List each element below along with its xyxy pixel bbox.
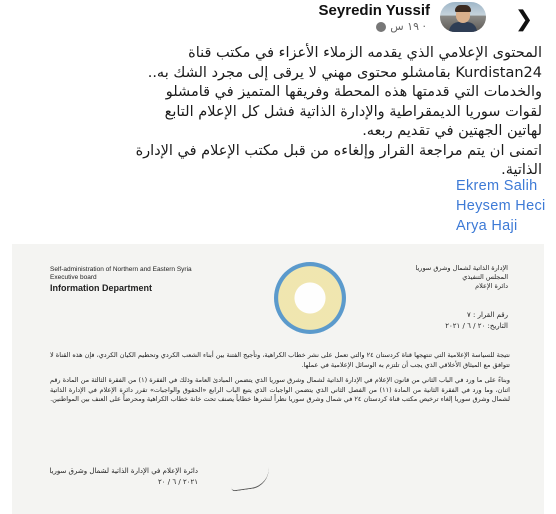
document-body [50, 351, 510, 411]
signature-name: Arya Haji [456, 218, 518, 234]
doc-paragraph: نتيجة للسياسة الإعلامية التي تنتهجها قناة كردستان ٢٤ والتي تعمل على نشر خطاب الكراهية، وتأجيج الفتنة بين أبناء الشعب الكردي وتحطيم الكيان الكردي، فإن هذه القناة لا تتوافق مع الميثاق الأخلاقي الذي يجب أن تلتزم به الوسائل الإعلامية في عملها. [50, 351, 510, 369]
signature-name: Ekrem Salih [456, 178, 538, 194]
post-line: اتمنى ان يتم مراجعة القرار وإلغاءه من قبل مكتب الإعلام في الإدارة [135, 142, 542, 159]
avatar-torso [449, 22, 477, 32]
doc-footer-line: دائرة الإعلام في الإدارة الذاتية لشمال وشرق سوريا [49, 467, 198, 475]
back-chevron-icon[interactable]: ❯ [514, 6, 534, 32]
decision-number: رقم القرار : ٧ [467, 311, 508, 319]
avatar-hair [455, 5, 471, 12]
document-footer [49, 466, 198, 488]
post-line: Kurdistan24 بقامشلو محتوى مهني لا يرقى إلى مجرد الشك به.. [147, 64, 542, 81]
doc-footer-line: ٢٠٢١ / ٦ / ٢٠ [158, 478, 198, 486]
signature-name: Heysem Heci [456, 198, 546, 214]
author-name[interactable]: Seyredin Yussif [318, 2, 430, 19]
globe-icon [376, 22, 386, 32]
doc-eng-line: Self-administration of Northern and Eastern Syria [50, 266, 192, 273]
doc-paragraph: وبناءً على ما ورد في الباب الثاني من قانون الإعلام في الإدارة الذاتية لشمال وشرق سوريا الذي يتضمن المبادئ العامة وذلك في الفقرة (١) من الفقرة الثالثة من المادة رقم اثنان، وما ورد في الفقرة الثانية من المادة (١١) من الفصل الثاني الذي يتضمن الواجبات الذي يتبع الباب الرابع «الحقوق والواجبات» تقرر دائرة الإعلام في الإدارة الذاتية لشمال وشرق سوريا إلغاء ترخيص مكتب قناة كردستان ٢٤ في شمال وشرق سوريا نظراً لنشرها خطاباً يصنف تحت خانة خطاب الكراهية ومحرضاً على العنف بين المواطنين. [50, 376, 510, 403]
post-meta [376, 20, 426, 33]
doc-department: Information Department [50, 283, 153, 293]
post-text [14, 44, 542, 181]
post-line: والخدمات التي قدمتها هذه المحطة وفريقها المتميز في قامشلو [165, 84, 542, 100]
post-line: المحتوى الإعلامي الذي يقدمه الزملاء الأعزاء في مكتب قناة [188, 45, 542, 61]
post-header [0, 0, 556, 40]
doc-eng-line: Executive board [50, 274, 97, 281]
attached-document-image[interactable] [12, 244, 544, 514]
author-avatar[interactable] [440, 2, 486, 32]
decision-date: التاريخ: ٢٠ / ٦ / ٢٠٢١ [445, 322, 508, 330]
administration-seal-icon [274, 262, 346, 334]
handwritten-signature [229, 465, 272, 491]
doc-ar-line: المجلس التنفيذي [462, 273, 508, 281]
post-line: لهاتين الجهتين في تقديم ربعه. [362, 123, 542, 139]
post-line: لقوات سوريا الديمقراطية والإدارة الذاتية فشل كل الإعلام التابع [164, 103, 542, 120]
document-english-header [50, 266, 192, 292]
document-arabic-header [416, 264, 508, 291]
post-line: الذاتية. [501, 162, 542, 178]
doc-ar-line: الإدارة الذاتية لشمال وشرق سوريا [415, 264, 508, 272]
document-reference [445, 310, 508, 332]
post-timestamp[interactable]: ١٩ س · [390, 20, 426, 33]
doc-ar-line: دائرة الإعلام [475, 282, 508, 290]
